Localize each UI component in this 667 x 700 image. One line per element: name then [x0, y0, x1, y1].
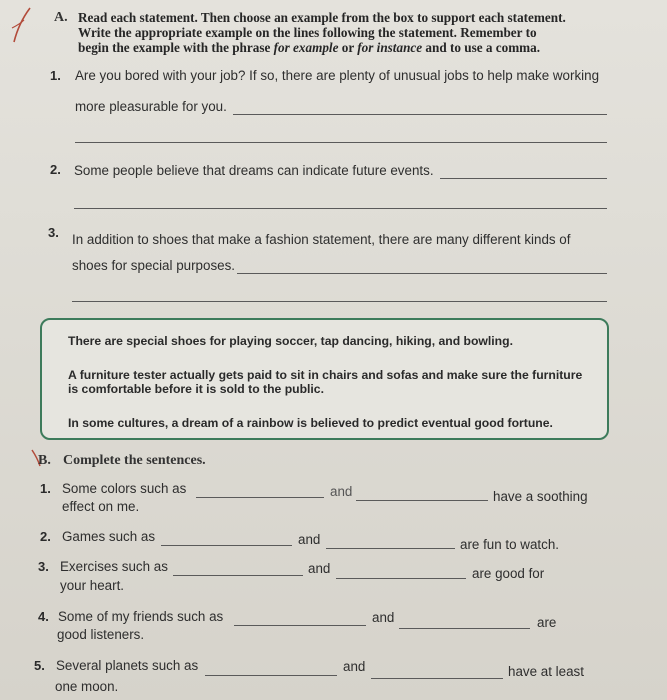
blank-line[interactable]	[161, 545, 292, 546]
item-number: 1.	[50, 68, 61, 83]
item-text: Some people believe that dreams can indicate future events.	[74, 163, 434, 178]
answer-line[interactable]	[74, 208, 607, 209]
sentence-continuation: your heart.	[60, 578, 125, 593]
blank-line[interactable]	[356, 500, 488, 501]
sentence-start: Several planets such as	[56, 658, 199, 673]
example-shoes: There are special shoes for playing soccer, tap dancing, hiking, and bowling.	[68, 334, 513, 348]
sentence-start: Games such as	[62, 529, 156, 544]
sentence-end: have a soothing	[493, 489, 588, 504]
instruction-line-3: begin the example with the phrase for example or for instance and to use a comma.	[78, 40, 541, 55]
check-mark-icon	[10, 6, 32, 44]
item-number: 3.	[48, 225, 59, 240]
item-number: 2.	[40, 529, 51, 544]
answer-line[interactable]	[75, 142, 607, 143]
and-word: and	[298, 532, 321, 547]
and-word: and	[343, 659, 366, 674]
answer-line[interactable]	[72, 301, 607, 302]
item-number: 4.	[38, 609, 49, 624]
sentence-end: have at least	[508, 664, 584, 679]
example-furniture-1: A furniture tester actually gets paid to sit in chairs and sofas and make sure the furniture	[68, 368, 583, 382]
answer-line[interactable]	[233, 114, 607, 115]
example-box	[40, 318, 609, 440]
answer-line[interactable]	[440, 178, 607, 179]
blank-line[interactable]	[173, 575, 303, 576]
sentence-continuation: effect on me.	[62, 499, 140, 514]
item-number: 3.	[38, 559, 49, 574]
item-text: more pleasurable for you.	[75, 99, 227, 114]
item-number: 2.	[50, 162, 61, 177]
blank-line[interactable]	[234, 625, 366, 626]
blank-line[interactable]	[336, 578, 466, 579]
section-b-letter: B.	[38, 453, 51, 468]
sentence-start: Exercises such as	[60, 559, 168, 574]
instruction-line-1: Read each statement. Then choose an example from the box to support each statement.	[78, 10, 566, 25]
blank-line[interactable]	[326, 548, 455, 549]
sentence-start: Some colors such as	[62, 481, 187, 496]
item-text: In addition to shoes that make a fashion statement, there are many different kinds of	[72, 232, 571, 247]
sentence-end: are	[537, 615, 557, 630]
instruction-line-2: Write the appropriate example on the lines following the statement. Remember to	[78, 25, 537, 40]
item-text: shoes for special purposes.	[72, 258, 236, 273]
sentence-start: Some of my friends such as	[58, 609, 224, 624]
section-a-letter: A.	[54, 10, 68, 25]
item-number: 1.	[40, 481, 51, 496]
sentence-end: are good for	[472, 566, 545, 581]
blank-line[interactable]	[196, 497, 324, 498]
sentence-end: are fun to watch.	[460, 537, 559, 552]
and-word: and	[308, 561, 331, 576]
example-rainbow: In some cultures, a dream of a rainbow is believed to predict eventual good fortune.	[68, 416, 553, 430]
and-word: and	[372, 610, 395, 625]
sentence-continuation: one moon.	[55, 679, 119, 694]
section-a-instructions	[78, 10, 638, 55]
item-number: 5.	[34, 658, 45, 673]
blank-line[interactable]	[399, 628, 530, 629]
answer-line[interactable]	[237, 273, 607, 274]
example-furniture-2: is comfortable before it is sold to the public.	[68, 382, 324, 396]
section-b-title: Complete the sentences.	[63, 453, 206, 468]
sentence-continuation: good listeners.	[57, 627, 145, 642]
and-word: and	[330, 484, 353, 499]
blank-line[interactable]	[205, 675, 337, 676]
blank-line[interactable]	[371, 678, 503, 679]
item-text: Are you bored with your job? If so, there are plenty of unusual jobs to help make working	[75, 68, 600, 83]
